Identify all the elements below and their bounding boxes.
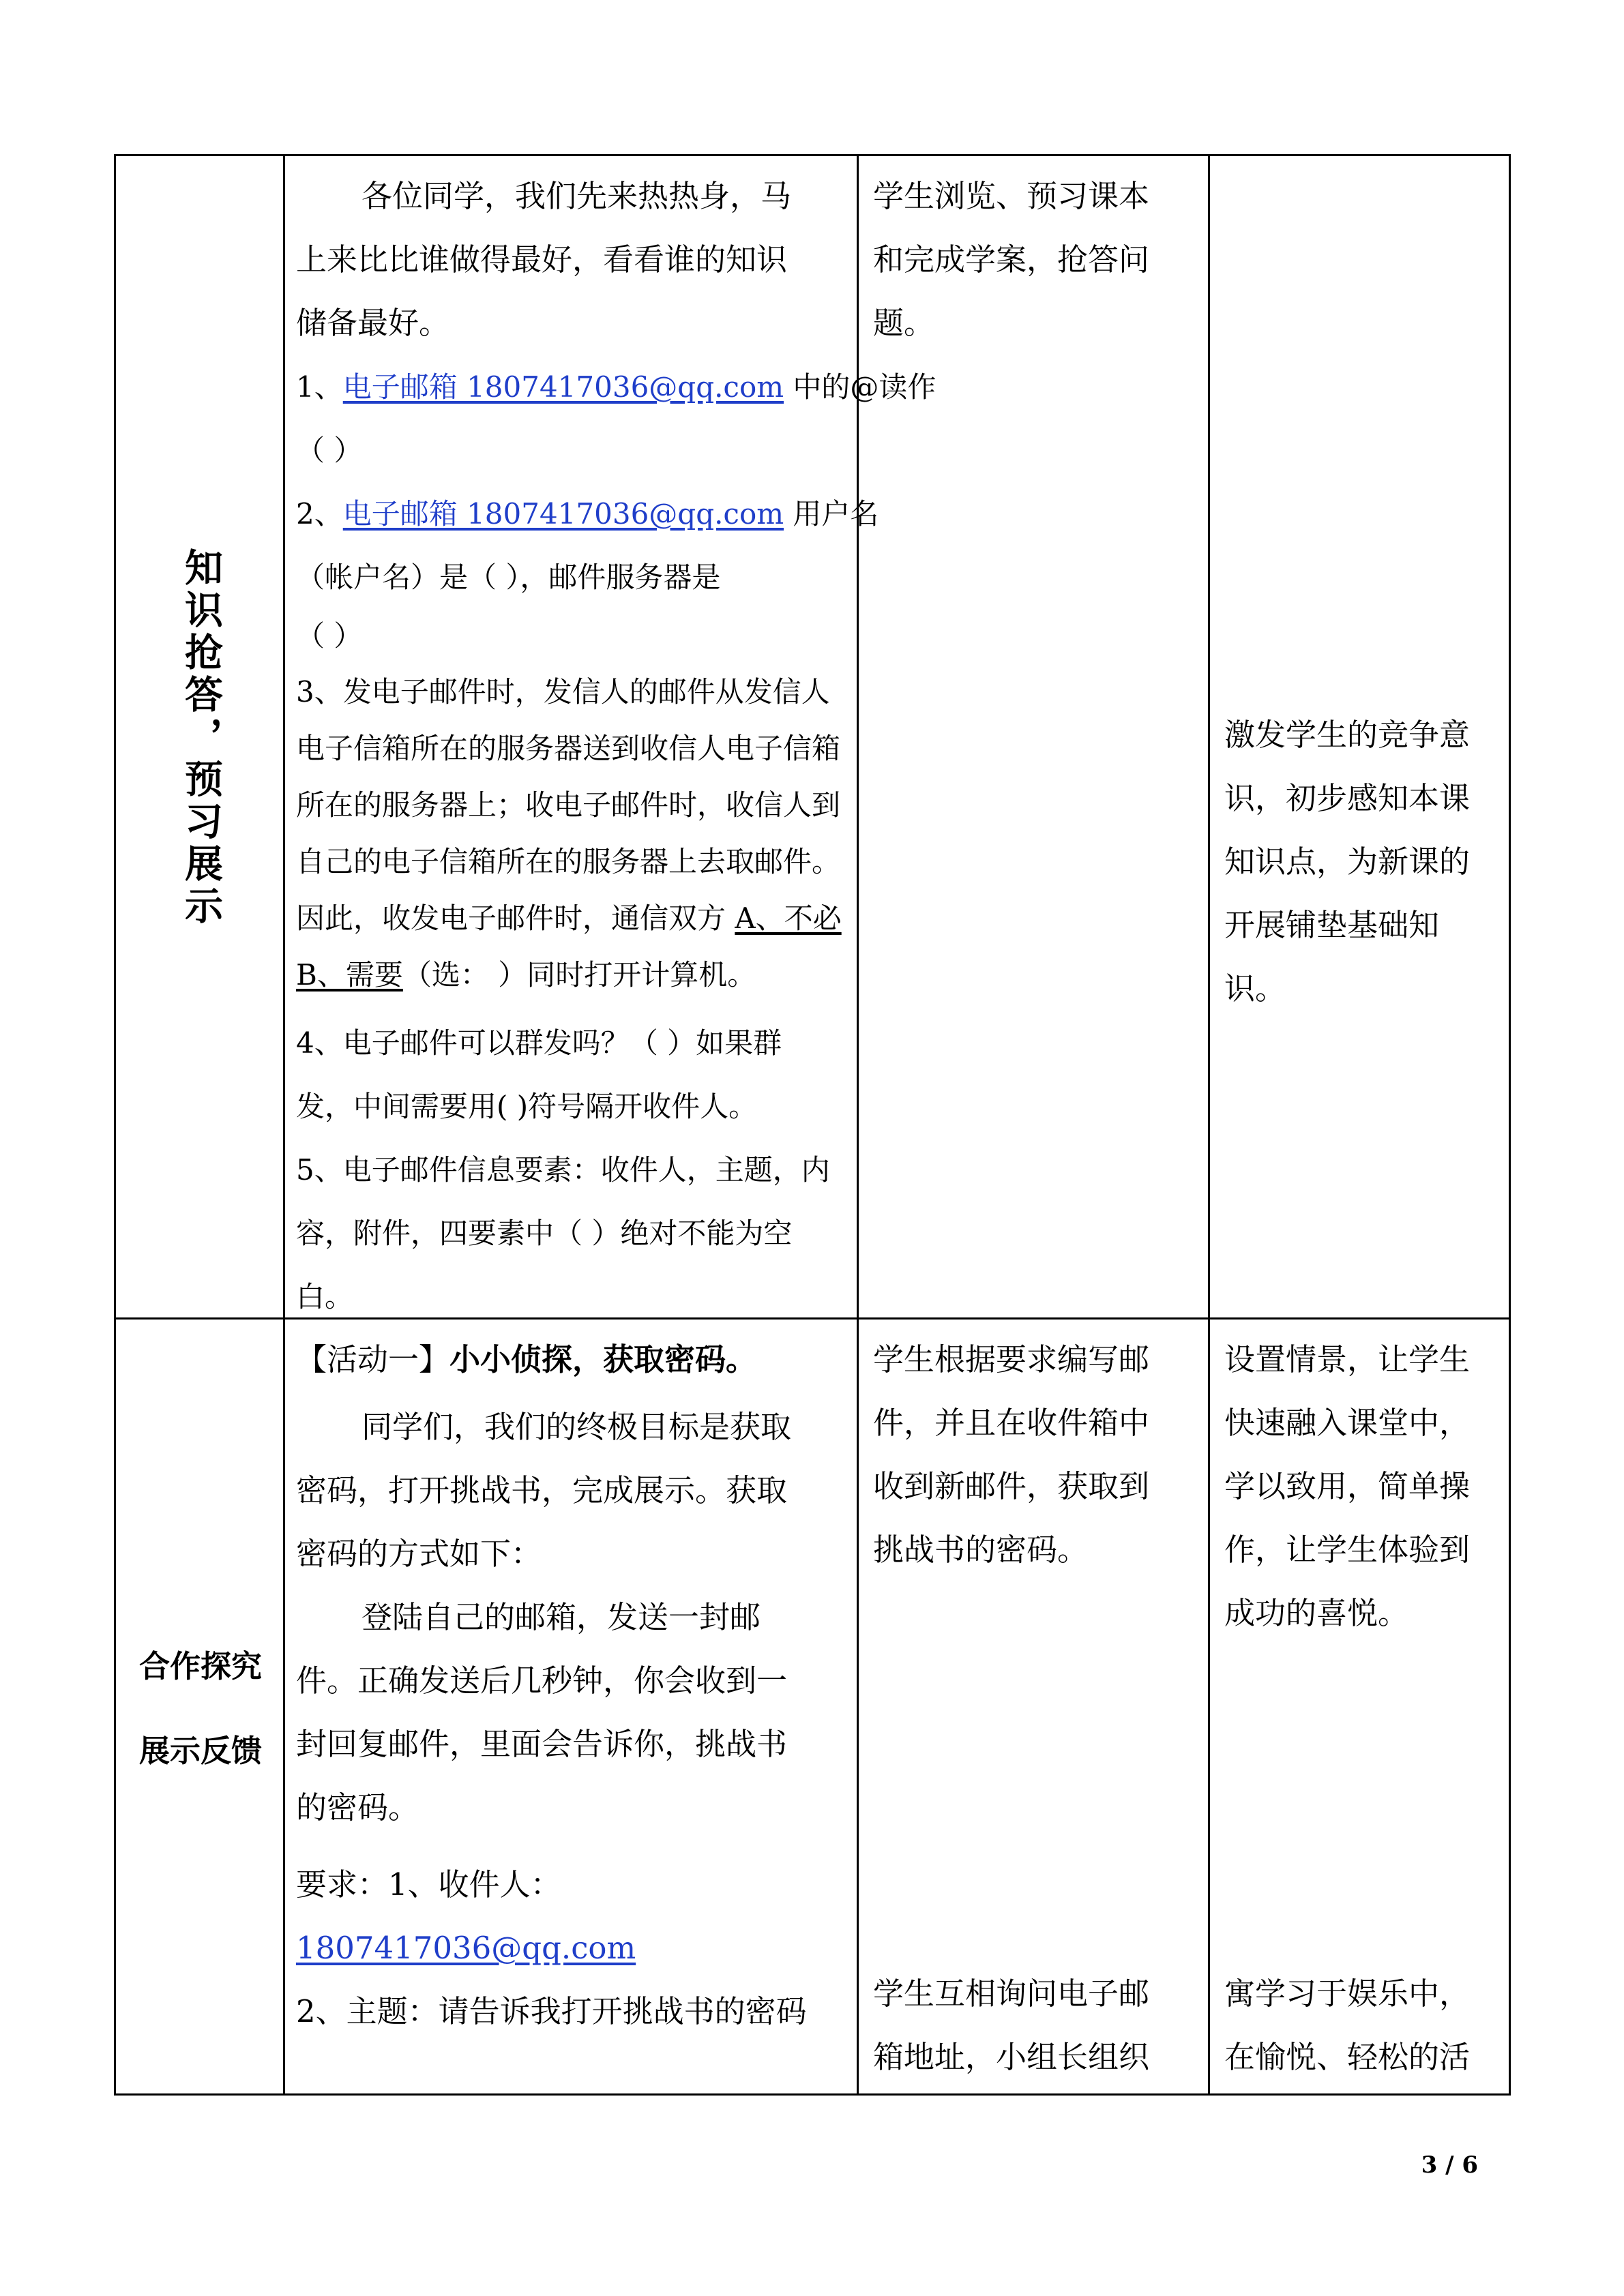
design-intent-cell	[1224, 1962, 1504, 2089]
section-label-preview: 知识抢答，预习展示	[179, 548, 223, 928]
intent-line: 开展铺垫基础知	[1224, 907, 1440, 943]
student-activity-cell	[873, 164, 1200, 355]
email-link[interactable]: 电子邮箱 1807417036@qq.com	[342, 370, 784, 404]
paragraph-line: 的密码。	[296, 1789, 419, 1825]
question-2-line: （帐户名）是（ ），邮件服务器是	[296, 561, 721, 594]
label-line: 展示反馈	[138, 1732, 262, 1769]
question-3-line: 所在的服务器上；收电子邮件时，收信人到	[296, 788, 841, 822]
question-text: 中的@读作	[784, 370, 936, 404]
question-4-line: 4、电子邮件可以群发吗？（ ）如果群	[296, 1026, 782, 1060]
intent-line: 激发学生的竞争意	[1224, 717, 1471, 753]
column-divider	[857, 156, 859, 2093]
question-list	[296, 355, 936, 1328]
paragraph-line: 登陆自己的邮箱，发送一封邮	[361, 1599, 761, 1635]
question-2-line: （ ）	[296, 619, 363, 653]
design-intent-cell	[1224, 703, 1504, 1020]
student-line: 学生根据要求编写邮	[873, 1341, 1150, 1377]
requirement-line: 2、主题：请告诉我打开挑战书的密码	[296, 1993, 807, 2029]
paragraph-line: 密码，打开挑战书，完成展示。获取	[296, 1472, 788, 1508]
question-2	[296, 482, 879, 546]
student-activity-cell	[873, 1328, 1200, 1581]
student-line: 学生互相询问电子邮	[873, 1976, 1150, 2012]
intent-line: 作，让学生体验到	[1224, 1532, 1471, 1568]
intent-line: 识。	[1224, 970, 1286, 1007]
email-link[interactable]: 电子邮箱 1807417036@qq.com	[342, 497, 784, 531]
email-link[interactable]: 1807417036@qq.com	[296, 1930, 636, 1966]
question-3-line: 3、发电子邮件时，发信人的邮件从发信人	[296, 675, 830, 709]
intent-line: 寓学习于娱乐中，	[1224, 1976, 1471, 2012]
intent-line: 设置情景，让学生	[1224, 1341, 1471, 1377]
paragraph-line: 封回复邮件，里面会告诉你，挑战书	[296, 1726, 788, 1762]
question-3-line	[296, 890, 852, 946]
intent-line: 知识点，为新课的	[1224, 844, 1471, 880]
teacher-activity-cell	[296, 164, 848, 355]
activity-title: 小小侦探，获取密码。	[449, 1341, 757, 1377]
lesson-plan-table	[114, 154, 1511, 2096]
question-3-line: 电子信箱所在的服务器送到收信人电子信箱	[296, 732, 841, 765]
question-5-line: 白。	[296, 1280, 354, 1313]
section-label-cooperation	[116, 1320, 285, 2098]
intro-line: 储备最好。	[296, 305, 450, 341]
student-activity-cell	[873, 1962, 1200, 2089]
question-number: 2、	[296, 497, 343, 531]
question-text: 用户名	[784, 497, 879, 531]
intro-line: 各位同学，我们先来热热身，马	[361, 178, 792, 214]
question-4-line: 发，中间需要用( )符号隔开收件人。	[296, 1090, 758, 1123]
question-number: 1、	[296, 370, 343, 404]
question-text: （选： ）同时打开计算机。	[402, 958, 756, 992]
paragraph-line: 同学们，我们的终极目标是获取	[361, 1409, 792, 1445]
option-b: B、需要	[296, 958, 403, 992]
page-number: 3 / 6	[1421, 2151, 1478, 2179]
question-1	[296, 355, 936, 419]
student-line: 收到新邮件，获取到	[873, 1468, 1150, 1504]
requirement-line: 要求：1、收件人：	[296, 1866, 561, 1903]
question-text: 因此，收发电子邮件时，通信双方	[296, 901, 735, 935]
intent-line: 在愉悦、轻松的活	[1224, 2039, 1471, 2075]
answer-blank: （ ）	[296, 434, 363, 467]
question-5-line: 容，附件，四要素中（ ）绝对不能为空	[296, 1217, 793, 1250]
activity-heading	[296, 1328, 852, 1391]
student-line: 和完成学案，抢答问	[873, 241, 1150, 278]
activity-cell	[296, 1328, 852, 2043]
column-divider	[1208, 156, 1210, 2093]
student-line: 题。	[873, 305, 935, 341]
student-line: 件，并且在收件箱中	[873, 1405, 1150, 1441]
question-3-line	[296, 946, 852, 1003]
intro-line: 上来比比谁做得最好，看看谁的知识	[296, 241, 788, 278]
paragraph-line: 件。正确发送后几秒钟，你会收到一	[296, 1663, 788, 1699]
design-intent-cell	[1224, 1328, 1504, 1645]
intent-line: 学以致用，简单操	[1224, 1468, 1471, 1504]
requirement-email	[296, 1916, 852, 1980]
student-line: 挑战书的密码。	[873, 1532, 1089, 1568]
activity-tag: 【活动一】	[296, 1341, 450, 1377]
question-5-line: 5、电子邮件信息要素：收件人，主题，内	[296, 1153, 830, 1187]
intent-line: 识，初步感知本课	[1224, 780, 1471, 816]
student-line: 箱地址，小组长组织	[873, 2039, 1150, 2075]
intent-line: 快速融入课堂中，	[1224, 1405, 1471, 1441]
intent-line: 成功的喜悦。	[1224, 1595, 1409, 1631]
question-3-line: 自己的电子信箱所在的服务器上去取邮件。	[296, 845, 841, 878]
label-line: 合作探究	[138, 1648, 262, 1684]
option-a: A、不必	[735, 901, 842, 935]
student-line: 学生浏览、预习课本	[873, 178, 1150, 214]
paragraph-line: 密码的方式如下：	[296, 1536, 542, 1572]
